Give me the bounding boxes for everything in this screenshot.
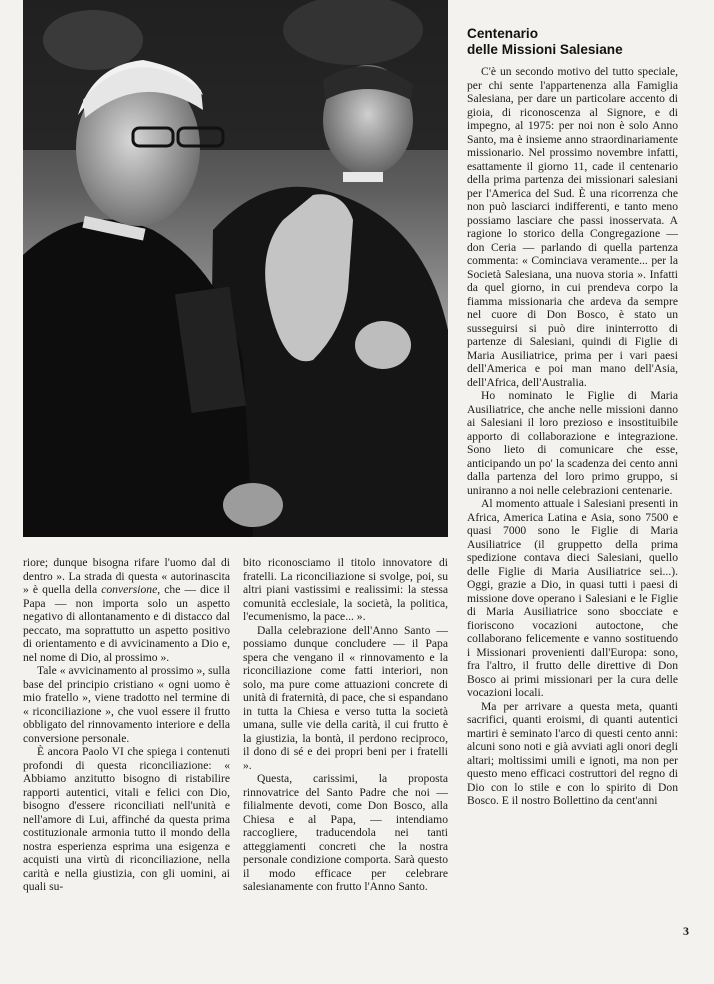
section-heading [467, 26, 678, 57]
paragraph: Questa, carissimi, la proposta rinnovatrice del Santo Padre che noi — filialmente devoti, come Don Bosco, alla Chiesa e al Papa, — intendiamo raccogliere, traducendola nei tanti atteggiamenti concreti che la nostra personale condizione comporta. Sarà questo il modo efficace per celebrare salesianamente con frutto l'Anno Santo. [243, 772, 448, 893]
text-column-1 [23, 556, 230, 964]
photo-illustration [23, 0, 448, 537]
photograph [23, 0, 448, 537]
heading-line: delle Missioni Salesiane [467, 41, 623, 57]
text-column-3 [467, 26, 678, 964]
paragraph: Ho nominato le Figlie di Maria Ausiliatrice, che anche nelle missioni danno ai Salesiani il loro prezioso e insostituibile apporto di collaborazione e integrazione. Sono lieto di comunicare che esse, anticipando un po' la scadenza dei cento anni dalla partenza del loro primo gruppo, si uniranno a noi nelle celebrazioni centenarie. [467, 389, 678, 497]
paragraph: Dalla celebrazione dell'Anno Santo — possiamo dunque concludere — il Papa spera che vengano il « rinnovamento e la riconciliazione come fatti interiori, non solo, ma pure come attuazioni concrete di unità di fraternità, di pace, che si espandano in tutta la Chiesa e verso tutta la società umana, sulle vie della carità, il cui frutto è la giustizia, la bontà, il perdono reciproco, il dono di sé e dei propri beni per i fratelli ». [243, 623, 448, 772]
paragraph [23, 556, 230, 664]
paragraph: C'è un secondo motivo del tutto speciale, per chi sente l'appartenenza alla Famiglia Salesiana, per dare un particolare accento di gioia, di riconoscenza al Signore, e di impegno, al 1975: per noi non è solo Anno Santo, ma è insieme anno straordinariamente missionario. Nel prossimo novembre infatti, esattamente il giorno 11, cade il centenario della prima partenza dei missionari salesiani per l'America del Sud. È una ricorrenza che non può lasciarci indifferenti, e tanto meno possiamo lasciare che passi inosservata. A ragione lo storico della Congregazione — don Ceria — parlando di quella partenza commenta: « Cominciava veramente... per la Società Salesiana, una nuova storia ». Infatti da quel giorno, in cui prendeva corpo la fiamma missionaria che ardeva da sempre nel cuore di Don Bosco, è stato un susseguirsi si può dire ininterrotto di partenze di Salesiani, quindi di Figlie di Maria Ausiliatrice, prima per i vari paesi dell'America e poi man mano dell'Asia, dell'Africa, dell'Australia. [467, 65, 678, 389]
paragraph: È ancora Paolo VI che spiega i contenuti profondi di questa riconciliazione: « Abbiamo anzitutto bisogno di ristabilire rapporti autentici, vitali e felici con Dio, bisogno d'essere riconciliati nell'unità e nell'amore di Lui, affinché da questa prima costituzionale armonia tutto il mondo della nostra esperienza esprima una esigenza e acquisti una virtù di riconciliazione, nella carità e nella giustizia, con gli uomini, ai quali su- [23, 745, 230, 893]
paragraph: Al momento attuale i Salesiani presenti in Africa, America Latina e Asia, sono 7500 e quasi 7000 sono le Figlie di Maria Ausiliatrice (il gruppetto della prima spedizione contava dieci Salesiani, quello delle Figlie di Maria Ausiliatrice sei...). Oggi, grazie a Dio, in quasi tutti i paesi di missione dove operano i Salesiani e le Figlie di Maria Ausiliatrice sono sbocciate e fioriscono vocazioni autoctone, che collaborano felicemente e vanno sostituendo i Missionari provenienti dall'Europa: sono, fra l'altro, il frutto delle direttive di Don Bosco ai primi missionari per la cura delle vocazioni locali. [467, 497, 678, 699]
paragraph: bito riconosciamo il titolo innovatore di fratelli. La riconciliazione si svolge, poi, su altri piani vastissimi e realissimi: la stessa comunità ecclesiale, la società, la politica, l'ecumenismo, la pace... ». [243, 556, 448, 623]
paragraph-text: riore; dunque bisogna rifare l'uomo dal di dentro ». La strada di questa « autorinascita » è quella della [23, 556, 230, 596]
heading-line: Centenario [467, 26, 539, 41]
emphasis-text: conversione [101, 583, 158, 596]
paragraph: Ma per arrivare a questa meta, quanti sacrifici, quanti eroismi, di quanti autentici martiri è seminato l'arco di questi cento anni: alcuni sono noti e già avviati agli onori degli altari; moltissimi umili e ignoti, ma non per questo meno efficaci costruttori del regno di Dio con lo stile e con lo spirito di Don Bosco. E il nostro Bollettino da cent'anni [467, 699, 678, 807]
text-column-2 [243, 556, 448, 964]
paragraph: Tale « avvicinamento al prossimo », sulla base del principio cristiano « ogni uomo è mio fratello », viene tradotto nel termine di « riconciliazione », che vuol essere il frutto obbligato del rinnovamento interiore e della conversione personale. [23, 664, 230, 745]
page-number: 3 [683, 924, 689, 938]
paragraph-text: , che — dice il Papa — non importa solo un aspetto negativo di allontanamento e di distacco dal peccato, ma soprattutto un aspetto positivo di orientamento e di avvicinamento a Dio e, nel nome di Dio, al prossimo ». [23, 583, 230, 664]
